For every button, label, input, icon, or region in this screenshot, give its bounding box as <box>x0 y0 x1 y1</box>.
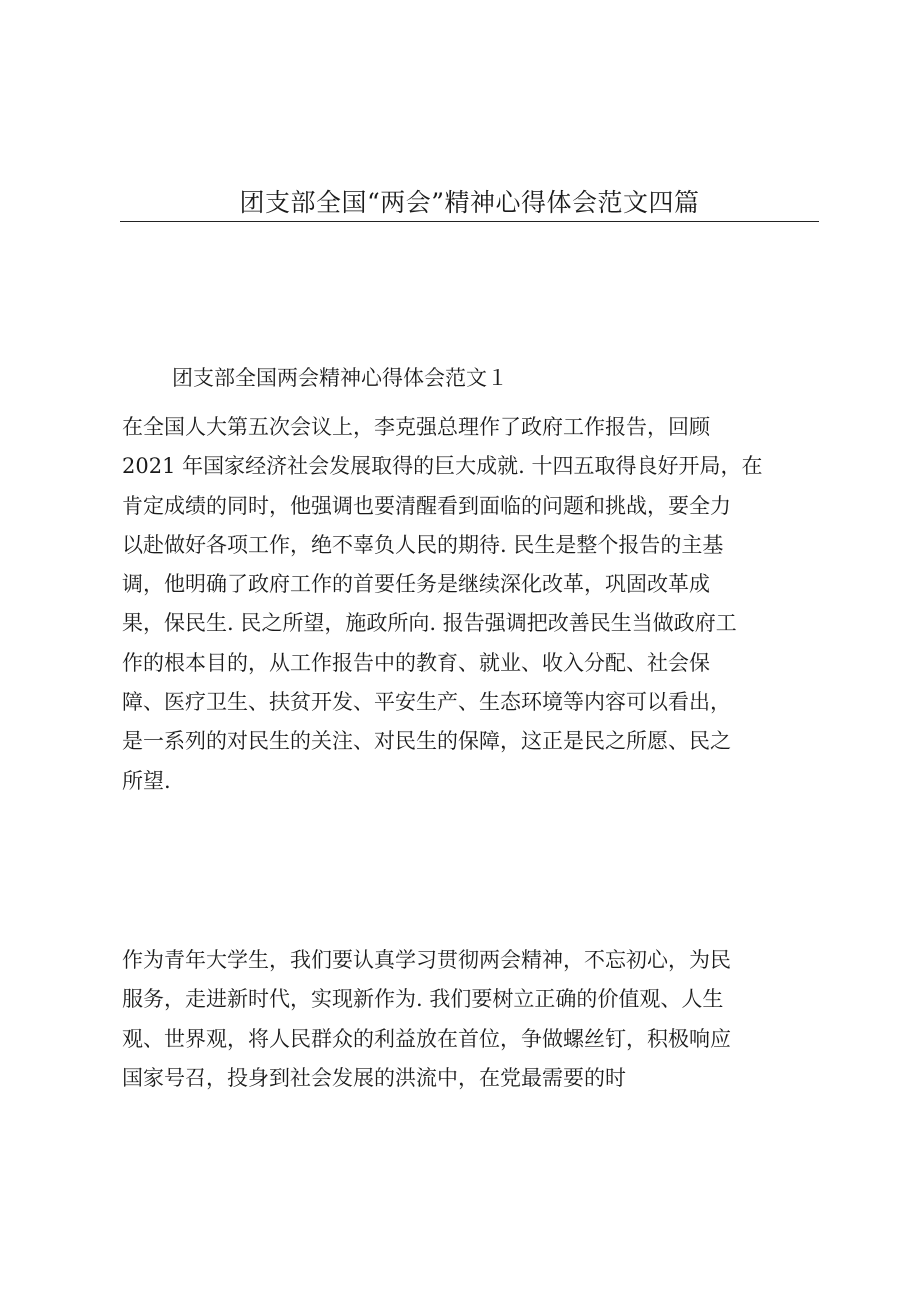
paragraph-line: 调，他明确了政府工作的首要任务是继续深化改革，巩固改革成 <box>122 572 710 597</box>
paragraph-2 <box>122 941 731 1098</box>
paragraph-1 <box>122 408 762 801</box>
paragraph-line: 观、世界观，将人民群众的利益放在首位，争做螺丝钉，积极响应 <box>122 1026 731 1051</box>
paragraph-line: 障、医疗卫生、扶贫开发、平安生产、生态环境等内容可以看出， <box>122 690 731 715</box>
paragraph-line: 作为青年大学生，我们要认真学习贯彻两会精神，不忘初心，为民 <box>122 948 731 972</box>
paragraph-line: 服务，走进新时代，实现新作为. 我们要树立正确的价值观、人生 <box>122 987 724 1012</box>
paragraph-line: 所望. <box>122 768 171 793</box>
paragraph-line: 2021 年国家经济社会发展取得的巨大成就. 十四五取得良好开局，在 <box>122 454 763 479</box>
paragraph-line: 肯定成绩的同时，他强调也要清醒看到面临的问题和挑战，要全力 <box>122 493 731 518</box>
section-heading: 团支部全国两会精神心得体会范文１ <box>172 366 508 390</box>
paragraph-line: 以赴做好各项工作，绝不辜负人民的期待. 民生是整个报告的主基 <box>122 532 724 557</box>
paragraph-line: 作的根本目的，从工作报告中的教育、就业、收入分配、社会保 <box>122 650 710 675</box>
paragraph-line: 在全国人大第五次会议上，李克强总理作了政府工作报告，回顾 <box>122 415 710 439</box>
paragraph-line: 果，保民生. 民之所望，施政所向. 报告强调把改善民生当做政府工 <box>122 611 737 636</box>
paragraph-line: 是一系列的对民生的关注、对民生的保障，这正是民之所愿、民之 <box>122 729 731 754</box>
document-title: 团支部全国“两会”精神心得体会范文四篇 <box>239 188 700 217</box>
paragraph-line: 国家号召，投身到社会发展的洪流中，在党最需要的时 <box>122 1065 626 1090</box>
title-underline <box>120 221 819 222</box>
